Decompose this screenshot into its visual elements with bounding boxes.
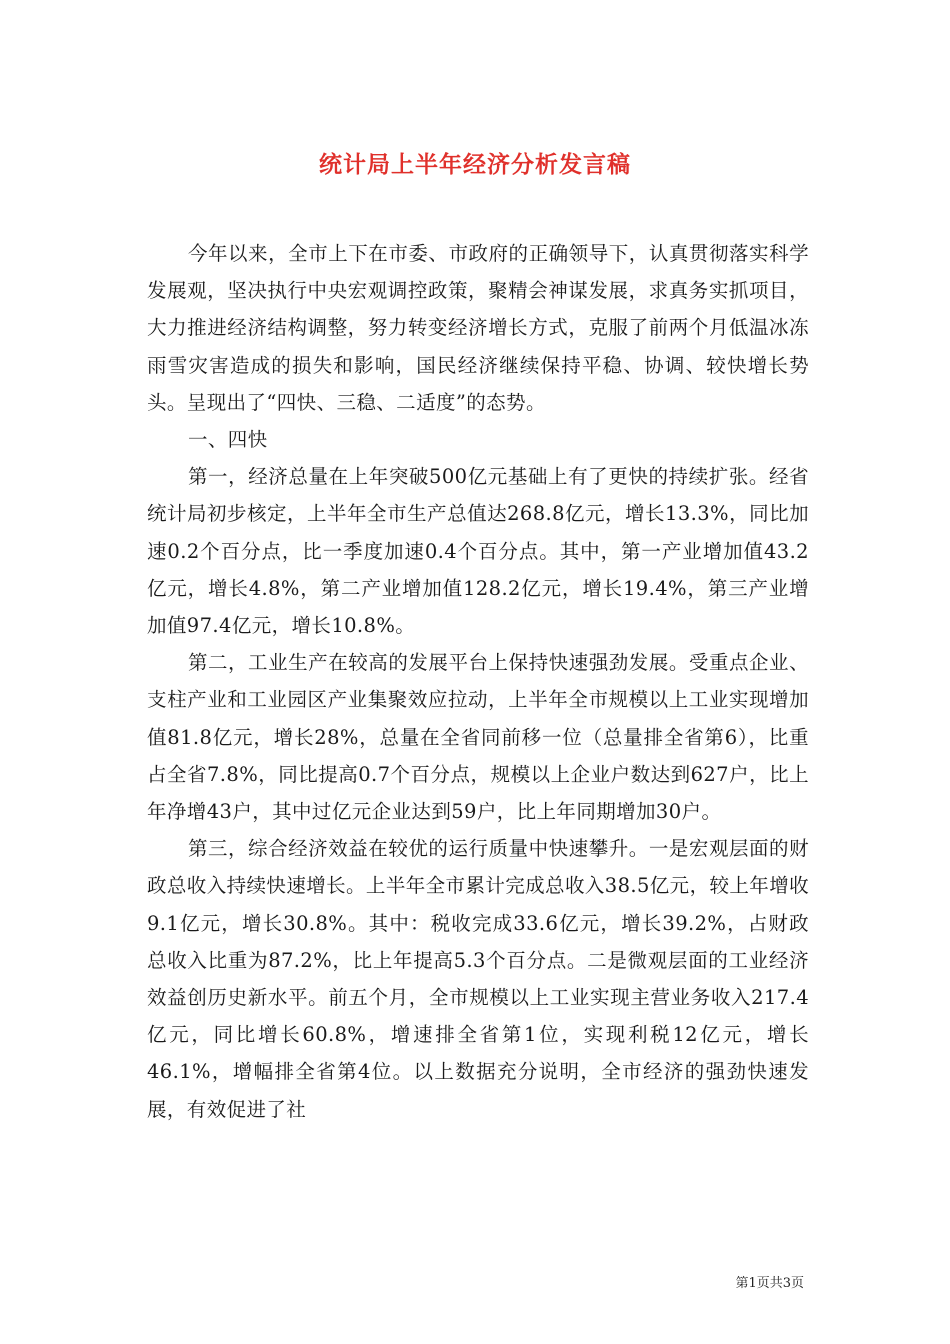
paragraph-first: 第一，经济总量在上年突破500亿元基础上有了更快的持续扩张。经省统计局初步核定，上半年全市生产总值达268.8亿元，增长13.3%，同比加速0.2个百分点，比一季度加速0.4个百分点。其中，第一产业增加值43.2亿元，增长4.8%，第二产业增加值128.2亿元，增长19.4%，第三产业增加值97.4亿元，增长10.8%。	[147, 465, 809, 638]
paragraph-intro: 今年以来，全市上下在市委、市政府的正确领导下，认真贯彻落实科学发展观，坚决执行中央宏观调控政策，聚精会神谋发展，求真务实抓项目，大力推进经济结构调整，努力转变经济增长方式，克服了前两个月低温冰冻雨雪灾害造成的损失和影响，国民经济继续保持平稳、协调、较快增长势头。呈现出了“四快、三稳、二适度”的态势。	[147, 242, 809, 414]
section-heading: 一、四快	[187, 428, 268, 452]
paragraph-second: 第二，工业生产在较高的发展平台上保持快速强劲发展。受重点企业、支柱产业和工业园区产业集聚效应拉动，上半年全市规模以上工业实现增加值81.8亿元，增长28%，总量在全省同前移一位（总量排全省第6），比重占全省7.8%，同比提高0.7个百分点，规模以上企业户数达到627户，比上年净增43户，其中过亿元企业达到59户，比上年同期增加30户。	[147, 651, 809, 824]
page-title: 统计局上半年经济分析发言稿	[319, 151, 631, 179]
page-number: 第1页共3页	[735, 1276, 804, 1291]
paragraph-third: 第三，综合经济效益在较优的运行质量中快速攀升。一是宏观层面的财政总收入持续快速增长。上半年全市累计完成总收入38.5亿元，较上年增收9.1亿元，增长30.8%。其中：税收完成33.6亿元，增长39.2%，占财政总收入比重为87.2%，比上年提高5.3个百分点。二是微观层面的工业经济效益创历史新水平。前五个月，全市规模以上工业实现主营业务收入217.4亿元，同比增长60.8%，增速排全省第1位，实现利税12亿元，增长46.1%，增幅排全省第4位。以上数据充分说明，全市经济的强劲快速发展，有效促进了社	[147, 837, 809, 1121]
document-body	[147, 235, 809, 1128]
